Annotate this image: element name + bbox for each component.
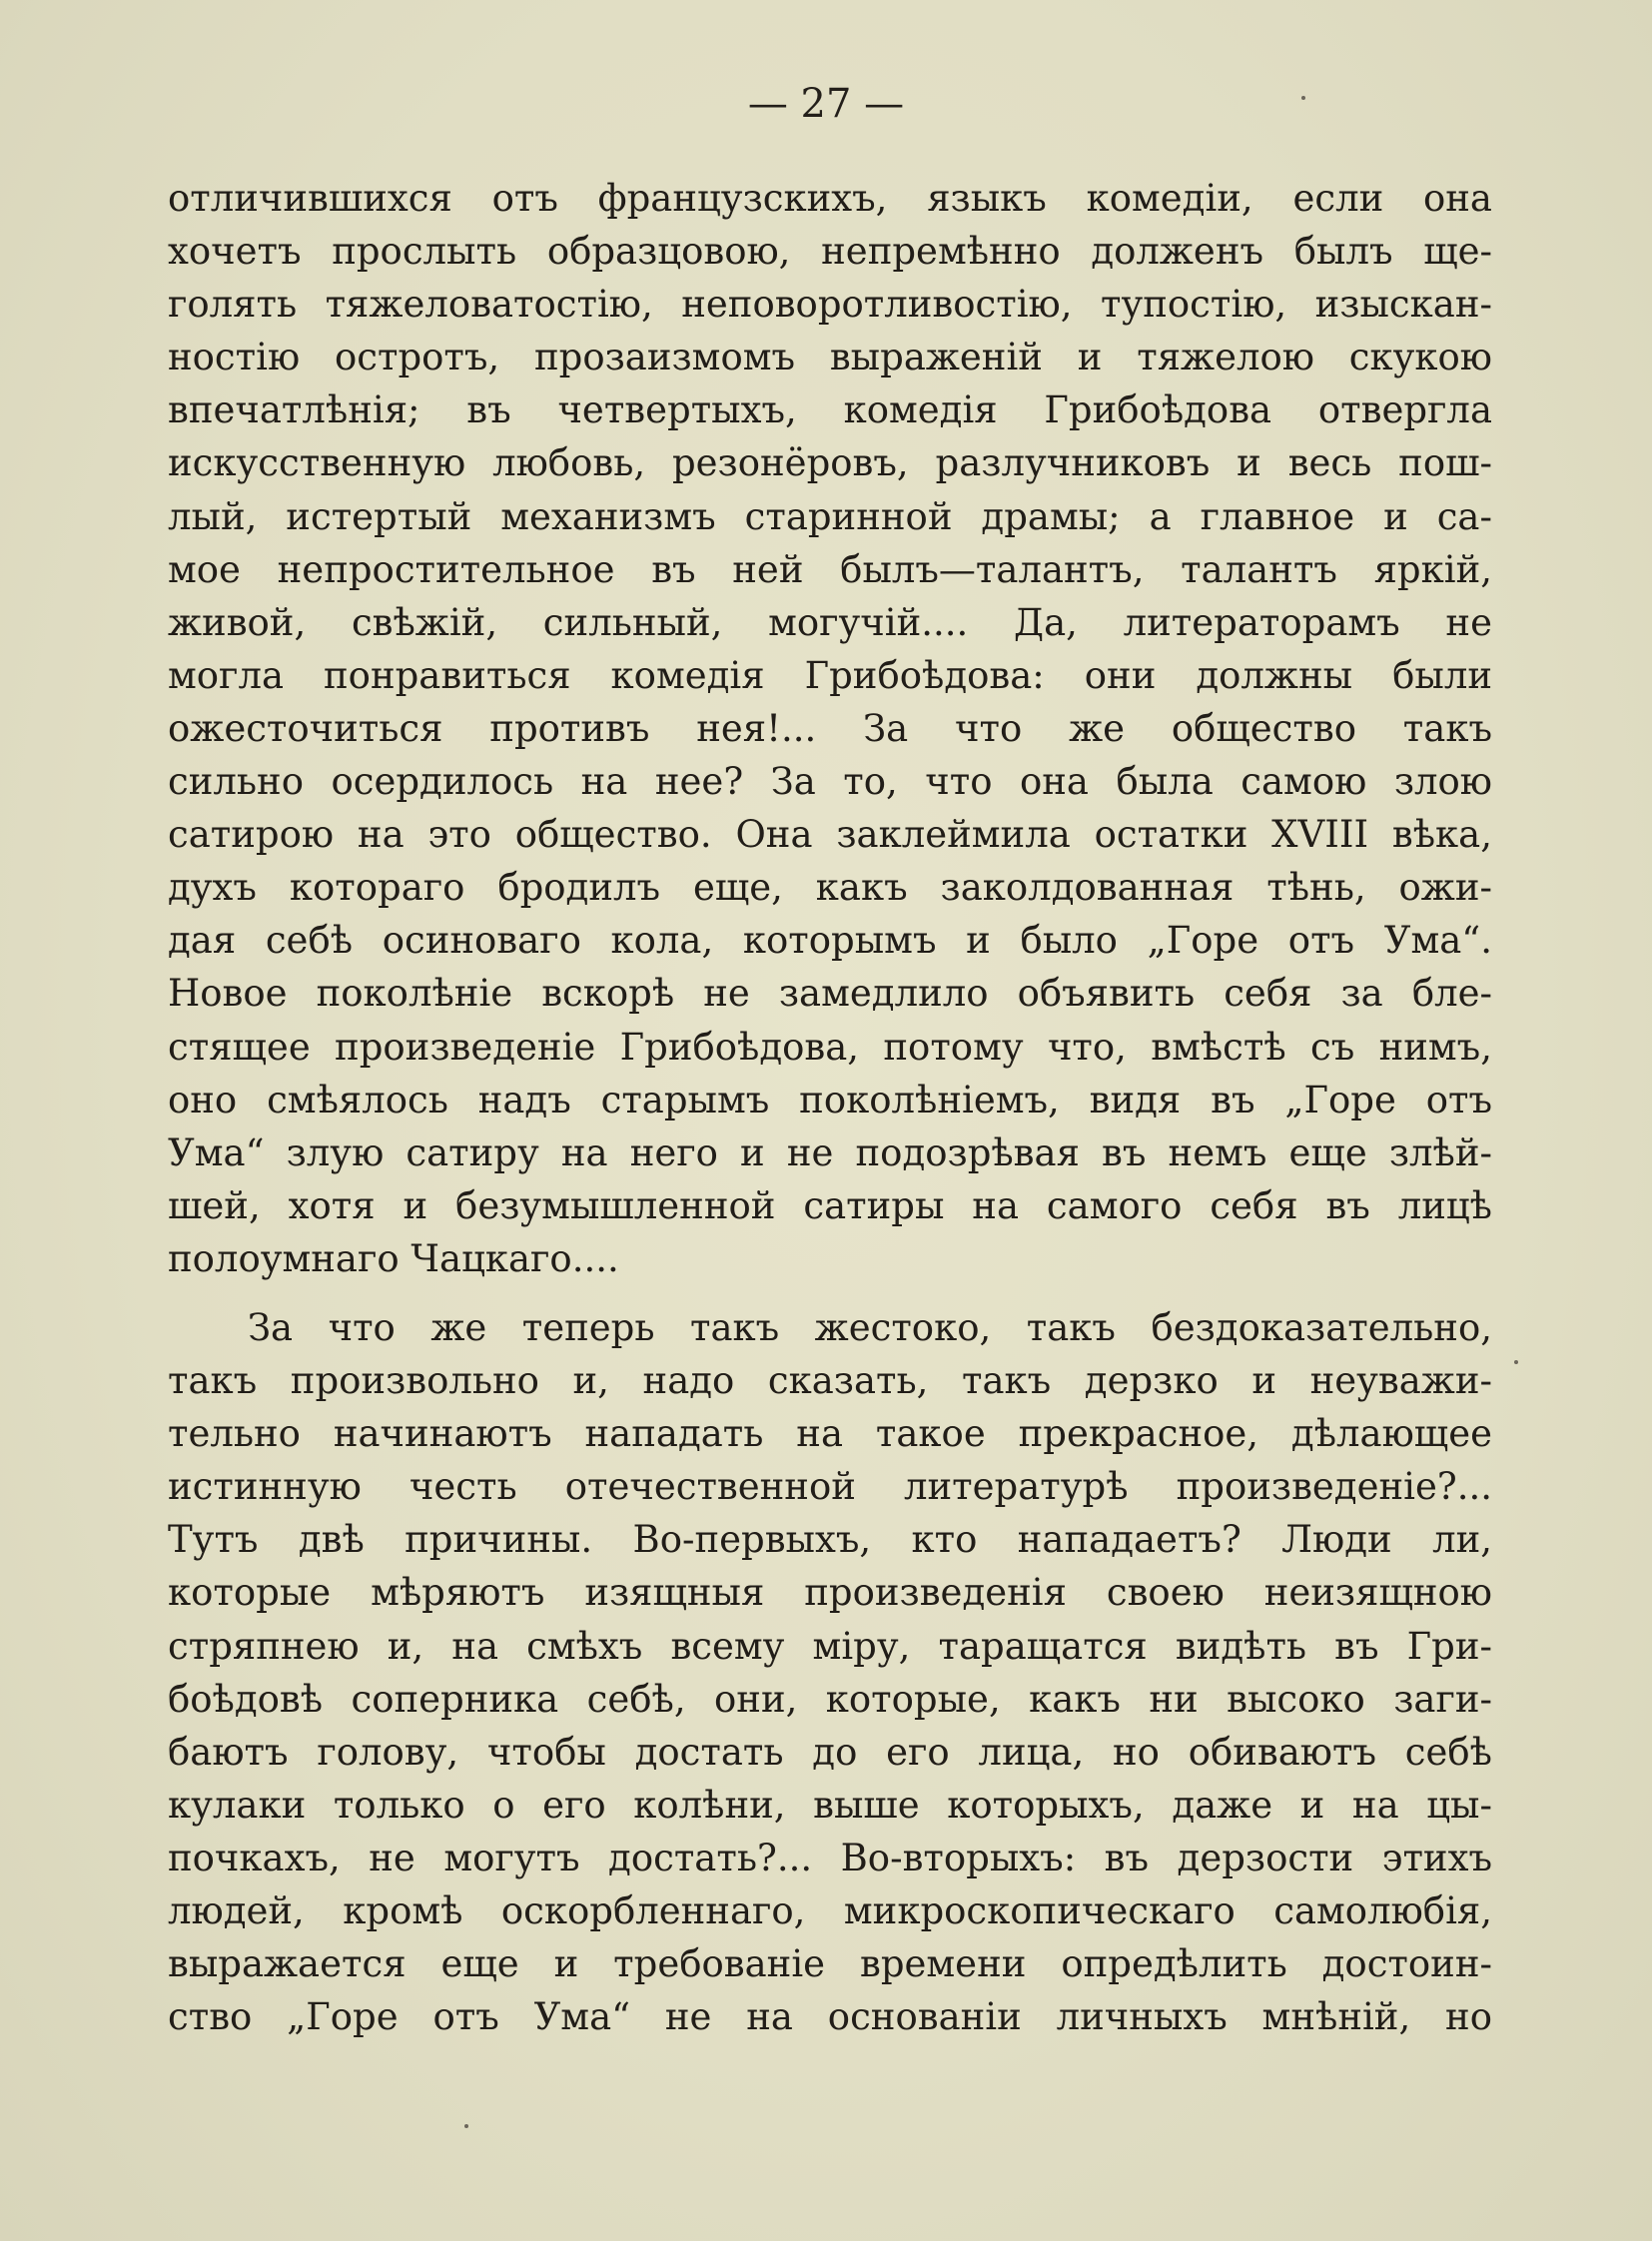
text-line: Тутъ двѣ причины. Во-первыхъ, кто нападаетъ? Люди ли, (168, 1518, 1492, 1562)
text-line: отличившихся отъ французскихъ, языкъ комедіи, если она (168, 177, 1492, 220)
text-line: духъ котораго бродилъ еще, какъ заколдованная тѣнь, ожи- (168, 866, 1492, 910)
text-line: почкахъ, не могутъ достать?... Во-вторыхъ: въ дерзости этихъ (168, 1836, 1492, 1879)
text-line: мое непростительное въ ней былъ—талантъ, талантъ яркій, (168, 547, 1492, 591)
paper-speck (1301, 96, 1305, 100)
text-line: За что же теперь такъ жестоко, такъ бездоказательно, (248, 1305, 1492, 1349)
text-line: людей, кромѣ оскорбленнаго, микроскопическаго самолюбія, (168, 1889, 1492, 1932)
text-line: стящее произведеніе Грибоѣдова, потому что, вмѣстѣ съ нимъ, (168, 1025, 1492, 1069)
text-line: боѣдовѣ соперника себѣ, они, которые, какъ ни высоко заги- (168, 1677, 1492, 1721)
text-line: хочетъ прослыть образцовою, непремѣнно долженъ былъ ще- (168, 230, 1492, 274)
paragraph-gap (168, 1285, 1492, 1301)
text-line: которые мѣряютъ изящныя произведенія своею неизящною (168, 1571, 1492, 1615)
text-line: дая себѣ осиноваго кола, которымъ и было „Горе отъ Ума“. (168, 919, 1492, 963)
text-line: шей, хотя и безумышленной сатиры на самого себя въ лицѣ (168, 1183, 1492, 1227)
page-number: — 27 — (747, 81, 905, 127)
text-line: голять тяжеловатостію, неповоротливостію, тупостію, изыскан- (168, 283, 1492, 327)
paragraph-1 (168, 172, 1492, 1285)
text-line: выражается еще и требованіе времени опредѣлить достоин- (168, 1942, 1492, 1986)
text-line: сатирою на это общество. Она заклеймила остатки XVIII вѣка, (168, 813, 1492, 857)
text-line: полоумнаго Чацкаго.... (168, 1236, 619, 1280)
body-text (168, 172, 1492, 2043)
text-line: Ума“ злую сатиру на него и не подозрѣвая въ немъ еще злѣй- (168, 1130, 1492, 1174)
text-line: стряпнею и, на смѣхъ всему міру, таращатся видѣть въ Гри- (168, 1624, 1492, 1668)
text-line: оно смѣялось надъ старымъ поколѣніемъ, видя въ „Горе отъ (168, 1078, 1492, 1121)
text-line: ожесточиться противъ нея!... За что же общество такъ (168, 706, 1492, 750)
text-line: Новое поколѣніе вскорѣ не замедлило объявить себя за бле- (168, 972, 1492, 1016)
text-line: ностію остротъ, прозаизмомъ выраженій и тяжелою скукою (168, 336, 1492, 379)
paper-speck (464, 2124, 468, 2128)
text-line: такъ произвольно и, надо сказать, такъ дерзко и неуважи- (168, 1359, 1492, 1403)
paragraph-2 (168, 1301, 1492, 2043)
text-line: впечатлѣнія; въ четвертыхъ, комедія Грибоѣдова отвергла (168, 388, 1492, 432)
text-line: живой, свѣжій, сильный, могучій.... Да, литераторамъ не (168, 600, 1492, 644)
text-line: сильно осердилось на нее? За то, что она была самою злою (168, 760, 1492, 804)
text-line: искусственную любовь, резонёровъ, разлучниковъ и весь пош- (168, 441, 1492, 485)
text-line: тельно начинаютъ нападать на такое прекрасное, дѣлающее (168, 1412, 1492, 1456)
text-line: могла понравиться комедія Грибоѣдова: они должны были (168, 653, 1492, 697)
paper-speck (1514, 1360, 1518, 1364)
text-line: лый, истертый механизмъ старинной драмы; а главное и са- (168, 494, 1492, 538)
text-line: истинную честь отечественной литературѣ произведеніе?... (168, 1465, 1492, 1509)
text-line: баютъ голову, чтобы достать до его лица, но обиваютъ себѣ (168, 1730, 1492, 1774)
text-line: ство „Горе отъ Ума“ не на основаніи личныхъ мнѣній, но (168, 1995, 1492, 2039)
text-line: кулаки только о его колѣни, выше которыхъ, даже и на цы- (168, 1783, 1492, 1827)
